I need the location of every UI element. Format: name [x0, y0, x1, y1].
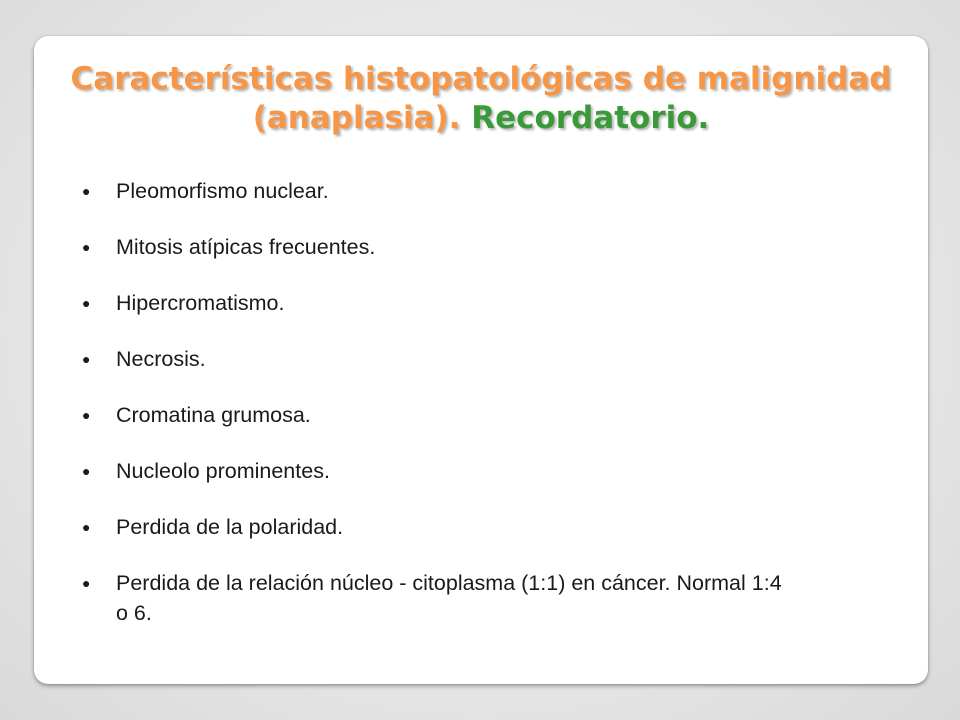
bullet-dot-icon: ●	[82, 295, 91, 311]
list-item-text: Necrosis.	[116, 347, 206, 371]
list-item	[82, 456, 782, 486]
list-item	[82, 176, 782, 206]
list-item-text: Perdida de la polaridad.	[116, 515, 344, 539]
list-item	[82, 512, 782, 542]
bullet-dot-icon: ●	[82, 351, 91, 367]
bullet-dot-icon: ●	[82, 407, 91, 423]
list-item-text: Mitosis atípicas frecuentes.	[116, 235, 376, 259]
bullet-list	[82, 176, 782, 654]
list-item-text: Perdida de la relación núcleo - citoplasma (1:1) en cáncer. Normal 1:4 o 6.	[116, 571, 782, 625]
bullet-dot-icon: ●	[82, 239, 91, 255]
bullet-dot-icon: ●	[82, 575, 91, 591]
bullet-dot-icon: ●	[82, 519, 91, 535]
list-item-text: Nucleolo prominentes.	[116, 459, 330, 483]
list-item	[82, 400, 782, 430]
bullet-dot-icon: ●	[82, 183, 91, 199]
list-item	[82, 288, 782, 318]
bullet-dot-icon: ●	[82, 463, 91, 479]
list-item	[82, 344, 782, 374]
list-item	[82, 232, 782, 262]
list-item-text: Pleomorfismo nuclear.	[116, 179, 329, 203]
title-main-text: Características histopatológicas de malignidad (anaplasia).	[70, 61, 892, 136]
list-item	[82, 568, 782, 628]
list-item-text: Hipercromatismo.	[116, 291, 285, 315]
slide-title	[34, 60, 928, 138]
list-item-text: Cromatina grumosa.	[116, 403, 311, 427]
slide-panel	[34, 36, 928, 684]
title-highlight-text: Recordatorio.	[471, 100, 710, 136]
